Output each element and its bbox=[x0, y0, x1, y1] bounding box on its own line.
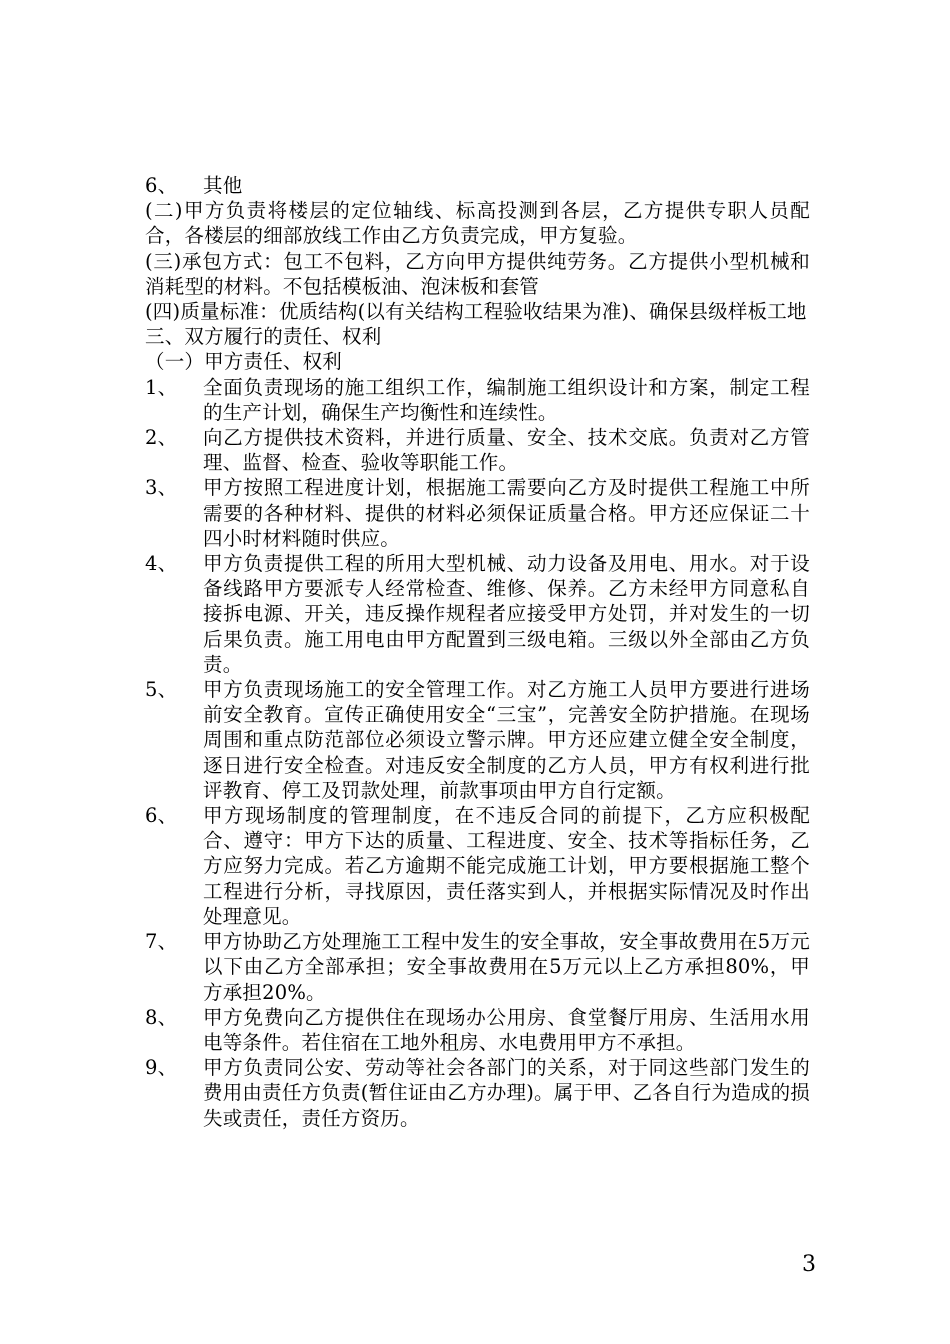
list-item bbox=[145, 803, 810, 929]
list-text: 甲方负责现场施工的安全管理工作。对乙方施工人员甲方要进行进场前安全教育。宣传正确使用安全“三宝”，完善安全防护措施。在现场周围和重点防范部位必须设立警示牌。甲方还应建立健全安全制度，逐日进行安全检查。对违反安全制度的乙方人员，甲方有权利进行批评教育、停工及罚款处理，前款事项由甲方自行定额。 bbox=[203, 678, 810, 802]
document-body bbox=[145, 173, 810, 1131]
page-number: 3 bbox=[802, 1252, 816, 1277]
section-heading: 三、双方履行的责任、权利 bbox=[145, 325, 382, 349]
paragraph-quality-standard: (四)质量标准：优质结构(以有关结构工程验收结果为准)、确保县级样板工地 bbox=[145, 300, 807, 324]
list-item bbox=[145, 1005, 810, 1055]
list-item bbox=[145, 1055, 810, 1131]
list-text: 甲方负责提供工程的所用大型机械、动力设备及用电、用水。对于设备线路甲方要派专人经常检查、维修、保养。乙方未经甲方同意私自接拆电源、开关，违反操作规程者应接受甲方处罚，并对发生的一切后果负责。施工用电由甲方配置到三级电箱。三级以外全部由乙方负责。 bbox=[203, 552, 810, 676]
list-number: 4、 bbox=[145, 552, 178, 576]
list-text: 甲方按照工程进度计划，根据施工需要向乙方及时提供工程施工中所需要的各种材料、提供的材料必须保证质量合格。甲方还应保证二十四小时材料随时供应。 bbox=[203, 476, 810, 550]
list-text: 全面负责现场的施工组织工作，编制施工组织设计和方案，制定工程的生产计划，确保生产均衡性和连续性。 bbox=[203, 375, 810, 424]
list-item bbox=[145, 677, 810, 803]
list-text: 其他 bbox=[203, 174, 243, 197]
list-text: 向乙方提供技术资料，并进行质量、安全、技术交底。负责对乙方管理、监督、检查、验收等职能工作。 bbox=[203, 426, 810, 475]
list-number: 5、 bbox=[145, 678, 178, 702]
list-text: 甲方负责同公安、劳动等社会各部门的关系，对于同这些部门发生的费用由责任方负责(暂住证由乙方办理)。属于甲、乙各自行为造成的损失或责任，责任方资历。 bbox=[203, 1056, 810, 1130]
list-number: 9、 bbox=[145, 1056, 178, 1080]
list-number: 3、 bbox=[145, 476, 178, 500]
paragraph-contract-method: (三)承包方式：包工不包料，乙方向甲方提供纯劳务。乙方提供小型机械和消耗型的材料。不包括模板油、泡沫板和套管 bbox=[145, 249, 810, 298]
list-item-top bbox=[145, 173, 810, 198]
list-text: 甲方现场制度的管理制度，在不违反合同的前提下，乙方应积极配合、遵守：甲方下达的质量、工程进度、安全、技术等指标任务，乙方应努力完成。若乙方逾期不能完成施工计划，甲方要根据施工整个工程进行分析，寻找原因，责任落实到人，并根据实际情况及时作出处理意见。 bbox=[203, 804, 810, 928]
list-number: 1、 bbox=[145, 375, 178, 399]
list-text: 甲方免费向乙方提供住在现场办公用房、食堂餐厅用房、生活用水用电等条件。若住宿在工地外租房、水电费用甲方不承担。 bbox=[203, 1005, 810, 1054]
list-number: 7、 bbox=[145, 930, 178, 954]
subsection-heading: （一）甲方责任、权利 bbox=[145, 350, 343, 374]
list-text: 甲方协助乙方处理施工工程中发生的安全事故，安全事故费用在5万元以下由乙方全部承担；安全事故费用在5万元以上乙方承担80%，甲方承担20%。 bbox=[203, 930, 810, 1004]
list-number: 6、 bbox=[145, 804, 178, 828]
list-number: 6、 bbox=[145, 174, 178, 197]
list-item bbox=[145, 475, 810, 551]
paragraph-positioning: (二)甲方负责将楼层的定位轴线、标高投测到各层，乙方提供专职人员配合，各楼层的细部放线工作由乙方负责完成，甲方复验。 bbox=[145, 199, 810, 248]
list-item bbox=[145, 929, 810, 1005]
list-item bbox=[145, 425, 810, 475]
list-number: 2、 bbox=[145, 426, 178, 450]
list-item bbox=[145, 551, 810, 677]
list-number: 8、 bbox=[145, 1005, 178, 1029]
list-item bbox=[145, 375, 810, 425]
